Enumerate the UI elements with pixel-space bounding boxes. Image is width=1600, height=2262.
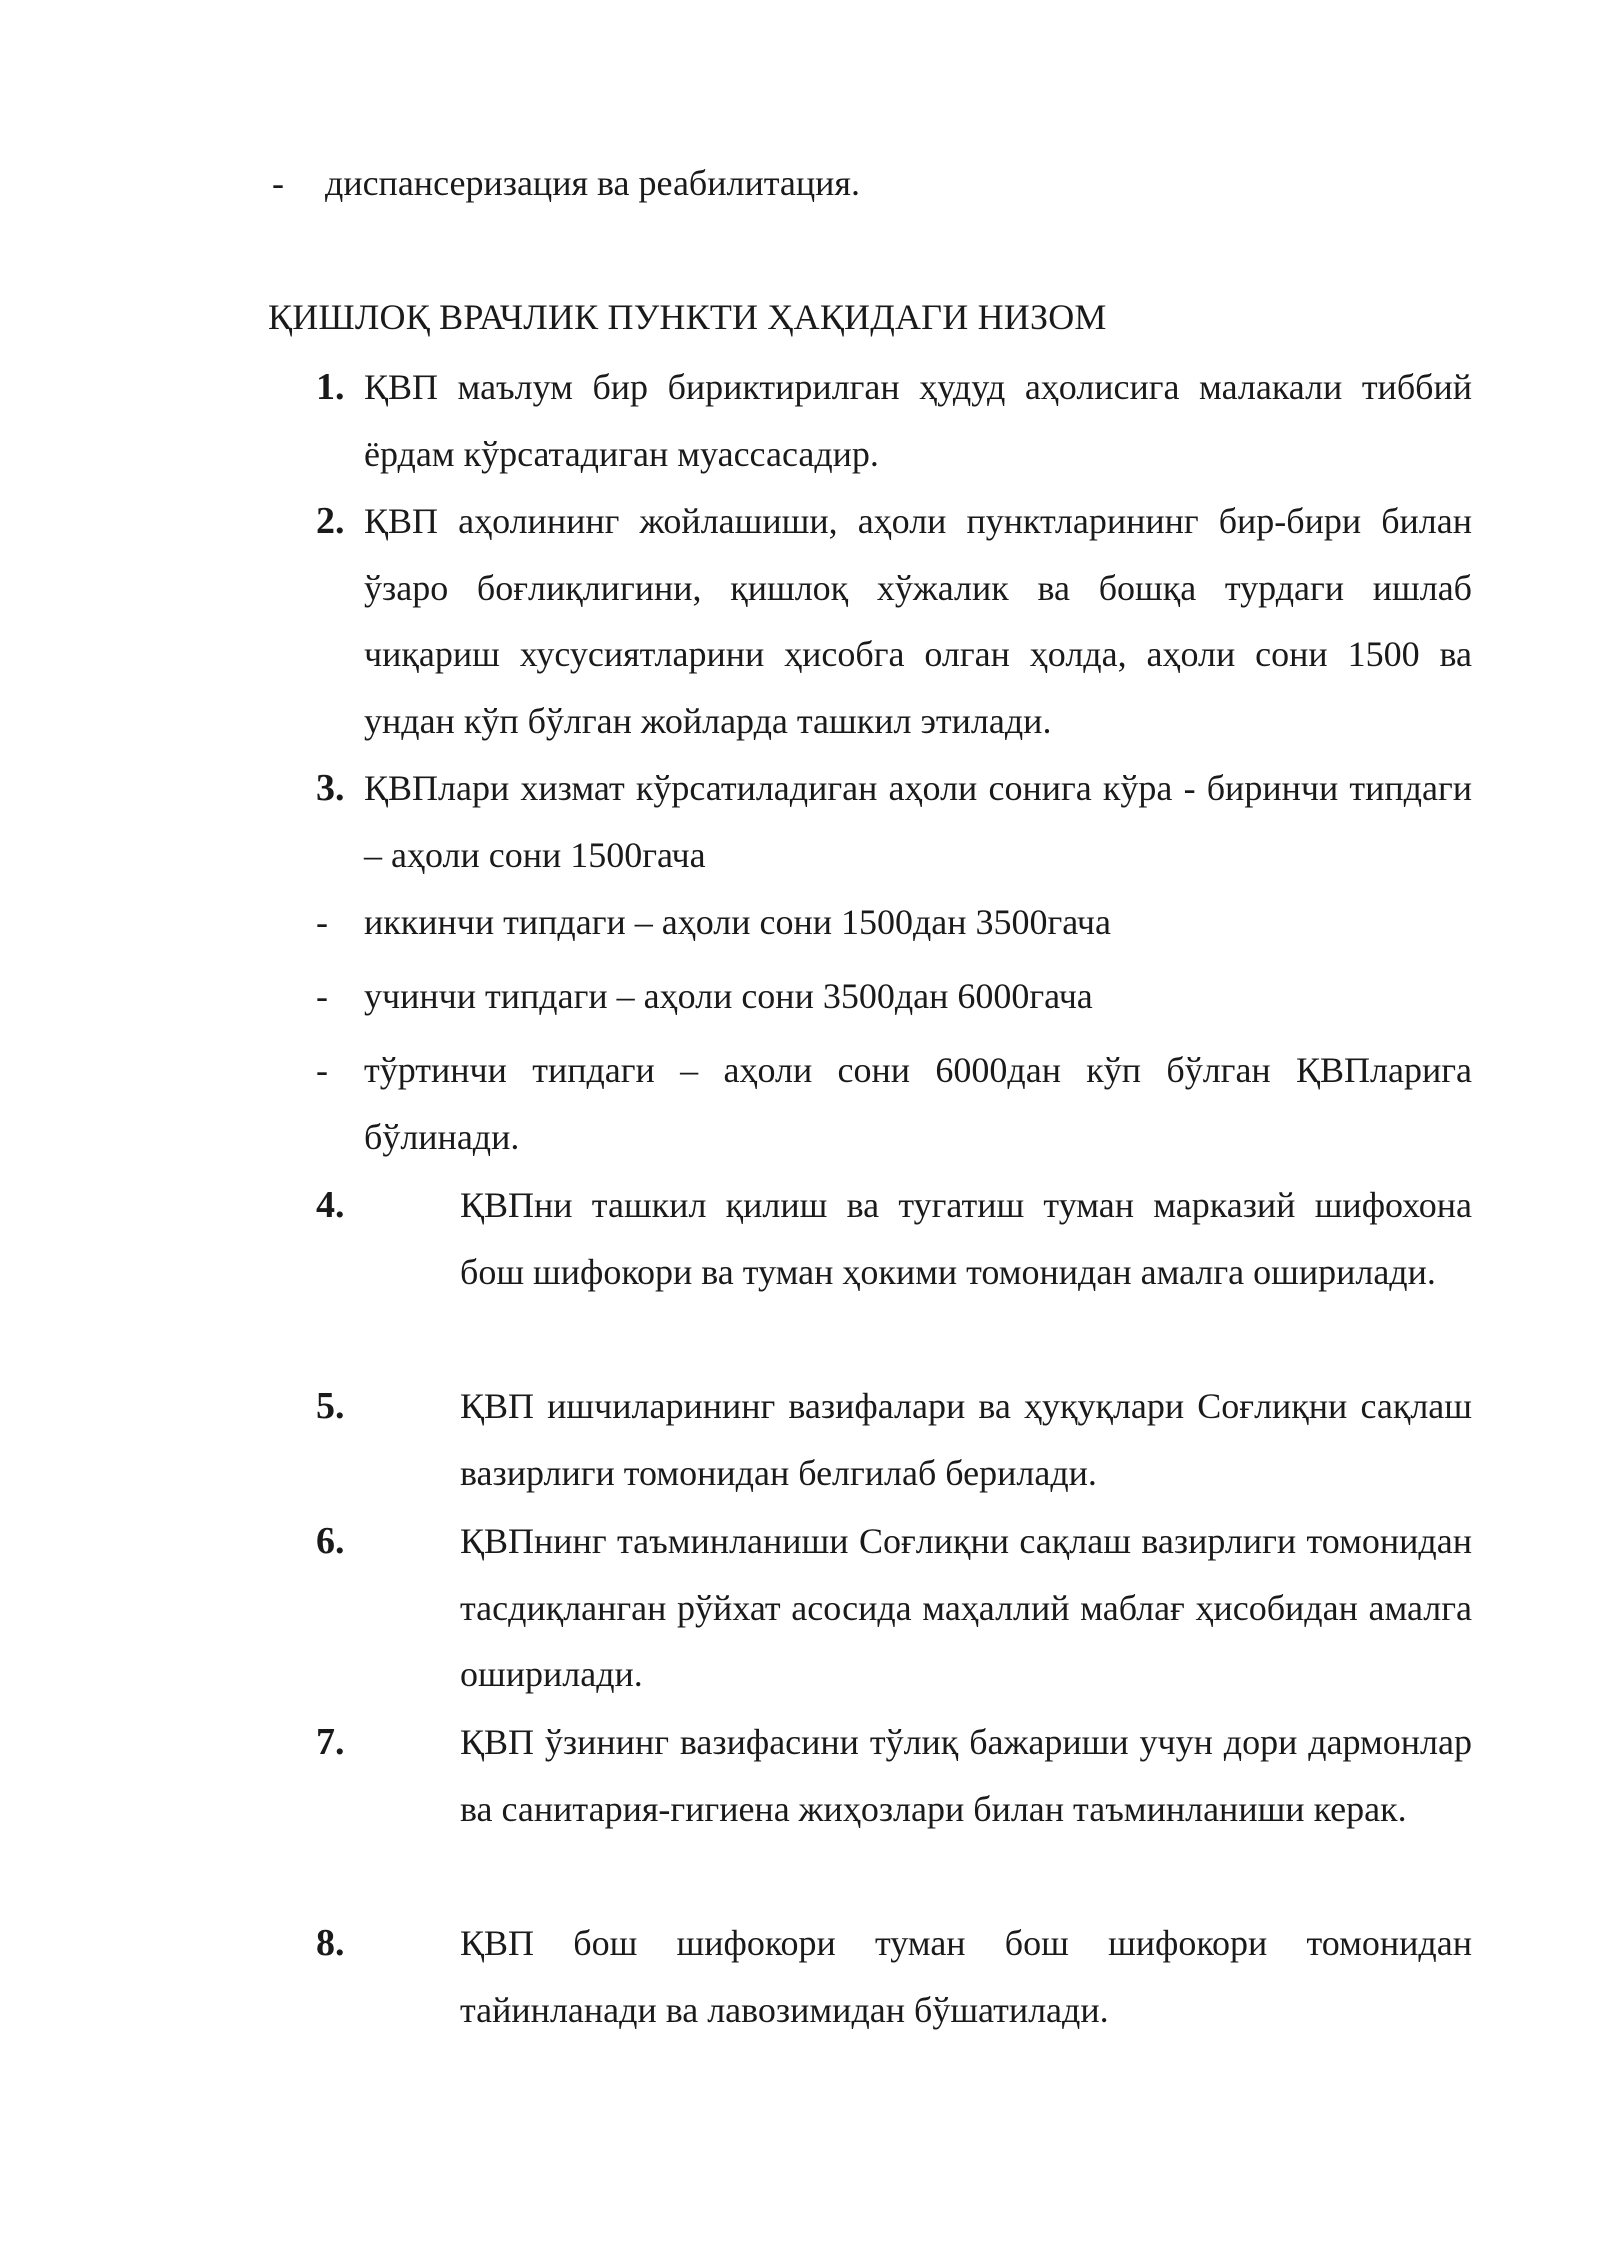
- item-text: ҚВПлари хизмат кўрсатиладиган аҳоли сонига кўра - биринчи типдаги – аҳоли сони 1500гача: [364, 768, 1472, 875]
- list-dash: -: [316, 976, 328, 1016]
- item-number: 8.: [316, 1922, 345, 1964]
- item-number: 3.: [316, 767, 345, 809]
- list-dash: -: [272, 163, 284, 203]
- list-dash: -: [316, 902, 328, 942]
- item-text: ҚВПнинг таъминланиши Соғлиқни сақлаш вазирлиги томонидан тасдиқланган рўйхат асосида маҳаллий маблағ ҳисобидан амалга оширилади.: [460, 1521, 1472, 1694]
- item-text: ҚВП ўзининг вазифасини тўлиқ бажариши учун дори дармонлар ва санитария-гигиена жиҳозлари билан таъминланиши керак.: [460, 1722, 1472, 1829]
- item-text: ҚВП бош шифокори туман бош шифокори томонидан тайинланади ва лавозимидан бўшатилади.: [460, 1923, 1472, 2030]
- item-number: 2.: [316, 500, 345, 542]
- item-text: ҚВП аҳолининг жойлашиши, аҳоли пунктларининг бир-бири билан ўзаро боғлиқлигини, қишлоқ хўжалик ва бошқа турдаги ишлаб чиқариш хусусиятларини ҳисобга олган ҳолда, аҳоли сони 1500 ва ундан кўп бўлган жойларда ташкил этилади.: [364, 501, 1472, 741]
- item-text: ҚВП маълум бир бириктирилган ҳудуд аҳолисига малакали тиббий ёрдам кўрсатадиган муассасадир.: [364, 367, 1472, 474]
- item-text: ҚВПни ташкил қилиш ва тугатиш туман марказий шифохона бош шифокори ва туман ҳокими томонидан амалга оширилади.: [460, 1185, 1472, 1292]
- list-dash: -: [316, 1050, 328, 1090]
- sub-item-text: иккинчи типдаги – аҳоли сони 1500дан 3500гача: [364, 902, 1111, 942]
- intro-list-item: диспансеризация ва реабилитация.: [325, 163, 860, 203]
- item-text: ҚВП ишчиларининг вазифалари ва ҳуқуқлари Соғлиқни сақлаш вазирлиги томонидан белгилаб берилади.: [460, 1386, 1472, 1493]
- item-number: 4.: [316, 1184, 345, 1226]
- item-number: 1.: [316, 366, 345, 408]
- item-number: 5.: [316, 1385, 345, 1427]
- sub-item-text: учинчи типдаги – аҳоли сони 3500дан 6000гача: [364, 976, 1093, 1016]
- item-number: 6.: [316, 1520, 345, 1562]
- page-title: ҚИШЛОҚ ВРАЧЛИК ПУНКТИ ҲАҚИДАГИ НИЗОМ: [268, 297, 1107, 337]
- sub-item-text: тўртинчи типдаги – аҳоли сони 6000дан кўп бўлган ҚВПларига бўлинади.: [364, 1050, 1472, 1157]
- item-number: 7.: [316, 1721, 345, 1763]
